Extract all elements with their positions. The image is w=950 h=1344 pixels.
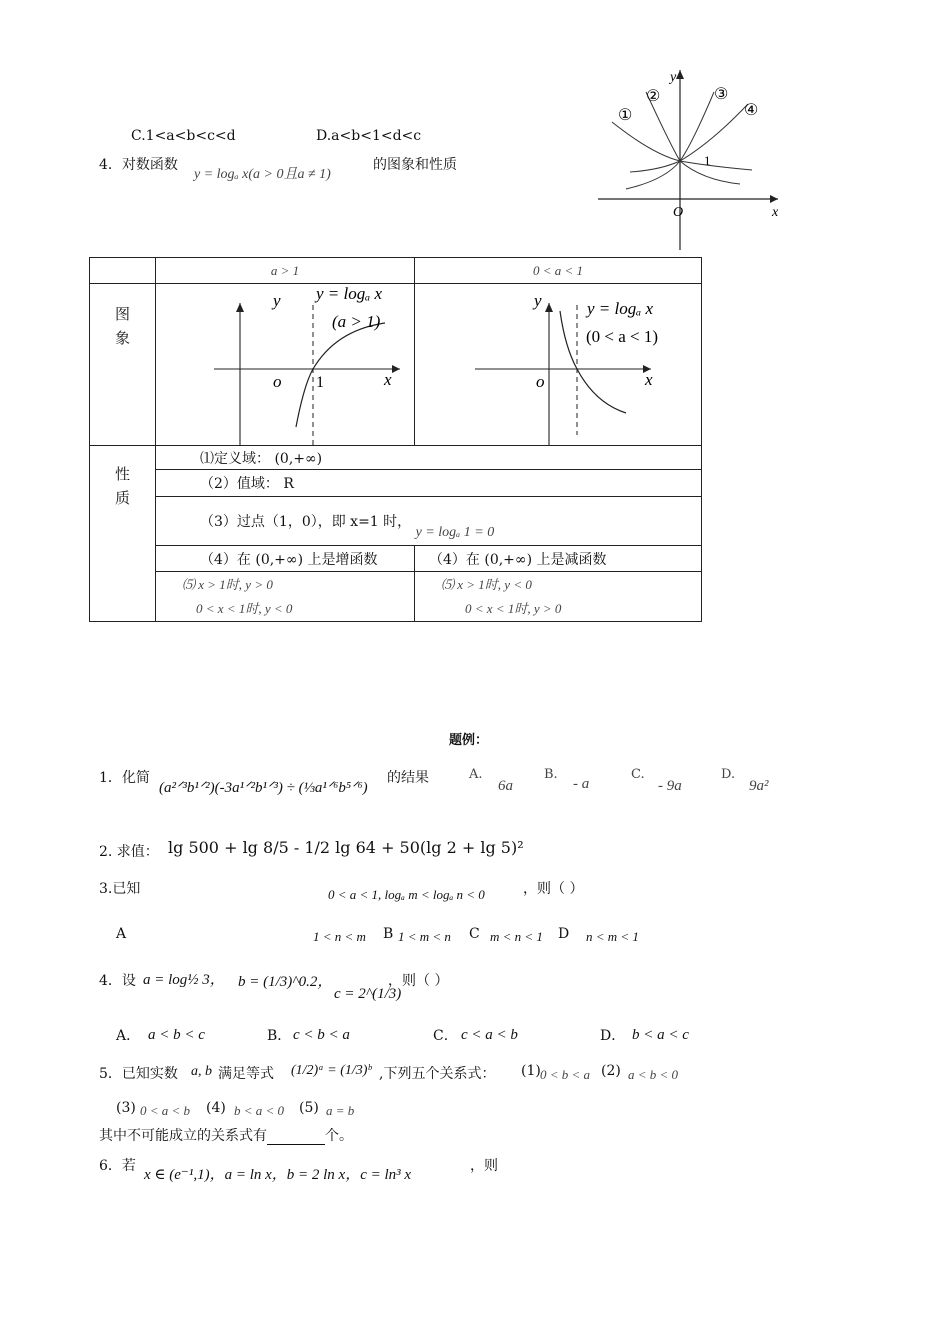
- q5-prefix: 5．已知实数: [99, 1066, 178, 1082]
- row-label-image: 图 象: [90, 284, 156, 446]
- q5-r2: a < b < 0: [628, 1067, 679, 1082]
- prop-sign-left: [156, 572, 415, 622]
- header-a-lt-1: 0 < a < 1: [415, 258, 702, 284]
- q1-option-b-label: B.: [544, 767, 558, 782]
- q5-r3: 0 < a < b: [140, 1103, 191, 1118]
- q1-option-d: 9a²: [749, 778, 769, 794]
- option-d: D.a<b<1<d<c: [316, 128, 422, 144]
- q5-r2-label: (2): [601, 1063, 621, 1079]
- q1-expression: (a²ᐟ³b¹ᐟ²)(-3a¹ᐟ²b¹ᐟ³) ÷ (⅓a¹ᐟ⁶b⁵ᐟ⁶): [159, 780, 368, 796]
- q1-option-c-label: C.: [631, 767, 645, 782]
- q4-c: c = 2^(1/3): [334, 986, 402, 1002]
- prop-sign-right-2: 0 < x < 1时, y > 0: [465, 600, 562, 616]
- q1-option-c: - 9a: [658, 778, 682, 794]
- q4-number: 4．对数函数: [99, 157, 178, 173]
- q5-r4: b < a < 0: [234, 1103, 285, 1118]
- q3-option-c: m < n < 1: [490, 929, 543, 944]
- graph-left-formula: y = logₐ x: [316, 284, 383, 303]
- graph-right-origin: o: [536, 371, 545, 391]
- q3-option-b: 1 < m < n: [398, 929, 451, 944]
- curve-label-2: ②: [646, 88, 661, 105]
- q4-option-c-label: C．: [433, 1028, 458, 1044]
- option-c: C.1<a<b<c<d: [131, 128, 236, 144]
- q5-conclusion-suffix: 个。: [325, 1128, 353, 1144]
- q5-r4-label: (4): [206, 1100, 226, 1116]
- q5-r5: a = b: [326, 1103, 355, 1118]
- q4-option-d-label: D．: [600, 1028, 626, 1044]
- q4-prefix: 4．设: [99, 973, 136, 989]
- q6-suffix: ，则: [470, 1158, 498, 1174]
- prop-fixed-point-text: （3）过点（1，0），即 x=1 时，: [200, 514, 412, 530]
- table-corner: [90, 258, 156, 284]
- graph-right-formula: y = logₐ x: [587, 298, 654, 318]
- q3-option-a-label: A: [116, 926, 127, 942]
- q5-mid: 满足等式: [218, 1066, 274, 1082]
- q5-equation: (1/2)ᵃ = (1/3)ᵇ: [291, 1063, 372, 1078]
- q5-ab: a, b: [191, 1064, 212, 1079]
- graph-left-y: y: [273, 290, 281, 310]
- q5-r5-label: (5): [299, 1100, 319, 1116]
- graph-right-y: y: [534, 290, 542, 310]
- q5-suffix: ,下列五个关系式：: [379, 1066, 496, 1082]
- q4-option-b-label: B．: [267, 1028, 292, 1044]
- graph-right-x: x: [645, 369, 653, 389]
- q6-expression: x ∈ (e⁻¹,1)，a = ln x，b = 2 ln x，c = ln³ x: [144, 1167, 412, 1183]
- examples-title: 题例：: [449, 733, 489, 748]
- q4-option-b: c < b < a: [293, 1027, 350, 1043]
- prop-sign-right: [415, 572, 702, 622]
- prop-fixed-point: [156, 497, 702, 546]
- graph-left-one: 1: [316, 373, 324, 391]
- curve-label-1: ①: [618, 107, 633, 124]
- graph-cell-a-lt-1: [415, 284, 702, 446]
- log-graph-decreasing: [415, 285, 700, 445]
- q1-option-a-label: A.: [469, 767, 483, 782]
- q4-option-a: a < b < c: [148, 1027, 205, 1043]
- graph-cell-a-gt-1: [156, 284, 415, 446]
- log-graph-increasing: [156, 285, 413, 445]
- graph-left-x: x: [384, 369, 392, 389]
- q3-suffix: ，则（ ）: [523, 881, 584, 897]
- graph-left-origin: o: [273, 371, 282, 391]
- prop-sign-left-2: 0 < x < 1时, y < 0: [196, 600, 293, 616]
- log-properties-table: [89, 257, 702, 622]
- q2-prefix: 2. 求值：: [99, 844, 159, 860]
- graph-right-cond: (0 < a < 1): [586, 326, 659, 346]
- prop-range: （2）值域： R: [156, 470, 702, 497]
- q1-option-d-label: D.: [721, 767, 736, 782]
- top-graph-one: 1: [704, 153, 711, 168]
- q3-option-d-label: D: [558, 926, 570, 942]
- graph-left-cond: (a > 1): [332, 311, 381, 331]
- prop-decreasing: （4）在 (0,+∞) 上是减函数: [415, 546, 702, 572]
- q3-option-c-label: C: [469, 926, 480, 942]
- q1-option-b: - a: [573, 776, 590, 792]
- q4-formula: y = logₐ x(a > 0且a ≠ 1): [194, 167, 331, 182]
- q5-r1: 0 < b < a: [540, 1067, 591, 1082]
- q5-r1-label: (1): [521, 1063, 541, 1079]
- q5-r3-label: (3): [116, 1100, 136, 1116]
- q5-answer-blank[interactable]: [267, 1131, 325, 1145]
- prop-sign-right-1: ⑸ x > 1时, y < 0: [441, 576, 532, 592]
- q3-condition: 0 < a < 1, logₐ m < logₐ n < 0: [328, 887, 485, 902]
- prop-increasing: （4）在 (0,+∞) 上是增函数: [156, 546, 415, 572]
- top-graph-x-label: x: [772, 205, 779, 220]
- q5-conclusion-prefix: 其中不可能成立的关系式有: [99, 1128, 267, 1144]
- top-graph-origin: O: [673, 205, 684, 220]
- exponential-family-graph: [590, 62, 800, 254]
- q4-option-c: c < a < b: [461, 1027, 518, 1043]
- q3-prefix: 3.已知: [99, 881, 141, 897]
- q4-option-d: b < a < c: [632, 1027, 689, 1043]
- q3-option-d: n < m < 1: [586, 929, 639, 944]
- q1-prefix: 1．化简: [99, 770, 150, 786]
- q3-option-a: 1 < n < m: [313, 929, 366, 944]
- top-graph-y-label: y: [670, 70, 677, 85]
- q4-option-a-label: A．: [116, 1028, 141, 1044]
- curve-label-3: ③: [714, 86, 729, 103]
- curve-label-4: ④: [744, 102, 759, 119]
- q3-option-b-label: B: [383, 926, 394, 942]
- q1-option-a: 6a: [498, 778, 513, 794]
- q1-suffix: 的结果: [387, 770, 429, 786]
- prop-sign-left-1: ⑸ x > 1时, y > 0: [182, 576, 273, 592]
- row-label-props: 性 质: [90, 446, 156, 622]
- q4-suffix: ，则（ ）: [388, 973, 449, 989]
- prop-domain: ⑴定义域： (0,+∞): [156, 446, 702, 470]
- q2-expression: lg 500 + lg 8/5 - 1/2 lg 64 + 50(lg 2 + lg 5)²: [168, 838, 524, 857]
- q4-a: a = log½ 3，: [143, 972, 225, 988]
- header-a-gt-1: a > 1: [156, 258, 415, 284]
- q5-conclusion: [99, 1125, 353, 1145]
- q4-b: b = (1/3)^0.2，: [238, 974, 333, 990]
- prop-fixed-point-formula: y = logₐ 1 = 0: [415, 525, 495, 540]
- q4-suffix: 的图象和性质: [373, 157, 457, 173]
- q6-prefix: 6．若: [99, 1158, 136, 1174]
